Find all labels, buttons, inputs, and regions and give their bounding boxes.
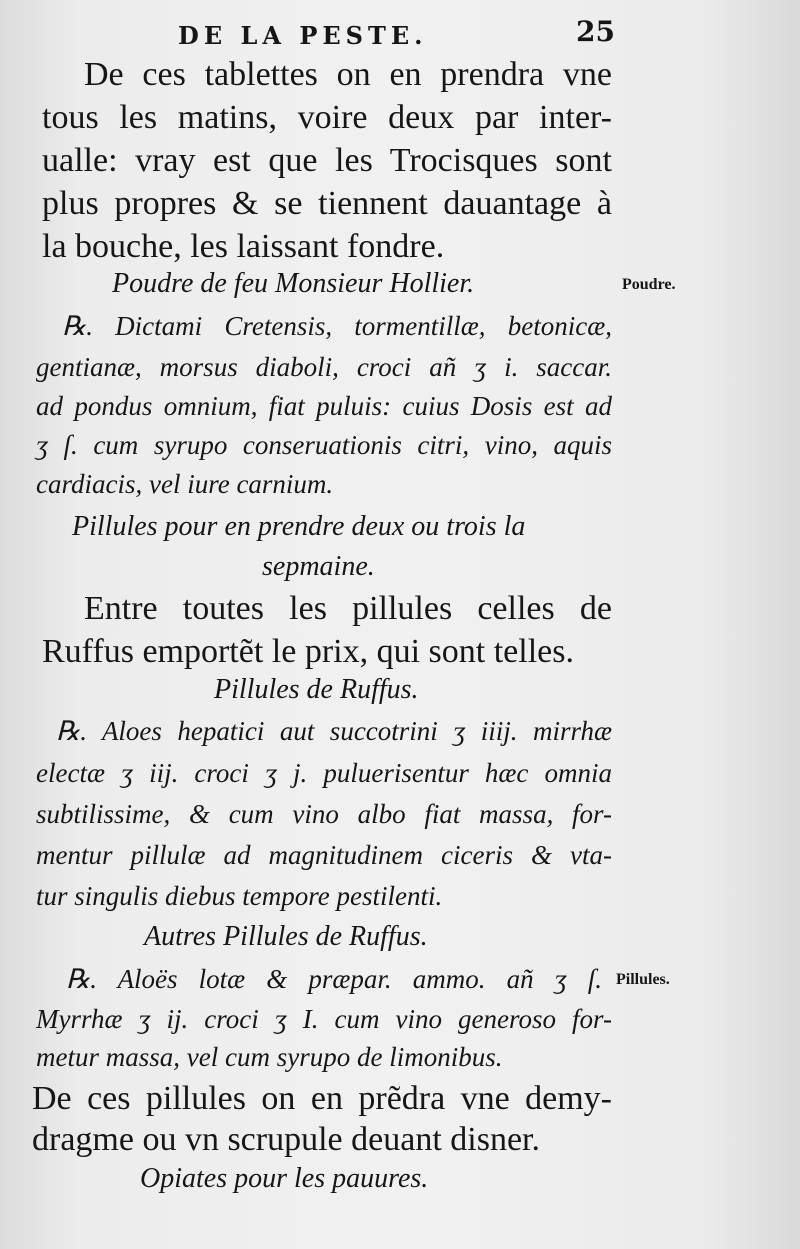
recipe-line-4: ʒ ſ. cum syrupo conseruationis citri, vino, aquis [36, 430, 612, 460]
text-line-2: tous les matins, voire deux par inter- [42, 99, 612, 136]
heading-opiates: Opiates pour les pauures. [140, 1163, 429, 1194]
recipe-line-10: tur singulis diebus tempore pestilenti. [36, 881, 443, 911]
text-line-6: Entre toutes les pillules celles de [84, 590, 612, 627]
margin-note-poudre: Poudre. [622, 276, 676, 293]
recipe-line-7: electæ ʒ iij. croci ʒ j. puluerisentur hæc omnia [36, 758, 612, 788]
text-line-8: De ces pillules on en prẽdra vne demy- [32, 1080, 612, 1117]
text-line-1: De ces tablettes on en prendra vne [84, 56, 612, 93]
text-line-3: ualle: vray est que les Trocisques sont [42, 142, 612, 179]
recipe-line-12: Myrrhæ ʒ ij. croci ʒ I. cum vino generoso for- [36, 1004, 612, 1034]
heading-pillules-semaine-2: sepmaine. [262, 551, 375, 582]
text-line-9: dragme ou vn scrupule deuant disner. [32, 1121, 540, 1158]
text-line-5: la bouche, les laissant fondre. [42, 228, 445, 265]
recipe-line-5: cardiacis, vel iure carnium. [36, 469, 334, 499]
recipe-line-13: metur massa, vel cum syrupo de limonibus. [36, 1042, 503, 1072]
text-line-7: Ruffus emportẽt le prix, qui sont telles. [42, 633, 574, 670]
recipe-line-3: ad pondus omnium, fiat puluis: cuius Dosis est ad [36, 391, 612, 421]
recipe-line-2: gentianæ, morsus diaboli, croci añ ʒ i. saccar. [36, 352, 612, 382]
margin-note-pillules: Pillules. [616, 971, 670, 988]
text-line-4: plus propres & se tiennent dauantage à [42, 185, 612, 222]
recipe-line-11: ℞. Aloës lotæ & præpar. ammo. añ ʒ ſ. [66, 964, 602, 994]
recipe-line-8: subtilissime, & cum vino albo fiat massa, for- [36, 799, 612, 829]
heading-pillules-semaine-1: Pillules pour en prendre deux ou trois la [72, 511, 526, 542]
heading-pillules-ruffus: Pillules de Ruffus. [214, 674, 419, 705]
heading-poudre: Poudre de feu Monsieur Hollier. [112, 268, 475, 299]
heading-autres-pillules: Autres Pillules de Ruffus. [144, 921, 428, 952]
running-title: DE LA PESTE. [178, 21, 428, 50]
recipe-line-6: ℞. Aloes hepatici aut succotrini ʒ iiij. mirrhæ [56, 716, 612, 746]
recipe-line-1: ℞. Dictami Cretensis, tormentillæ, betonicæ, [62, 311, 612, 341]
recipe-line-9: mentur pillulæ ad magnitudinem ciceris & vta- [36, 840, 612, 870]
page-number: 25 [576, 15, 615, 48]
